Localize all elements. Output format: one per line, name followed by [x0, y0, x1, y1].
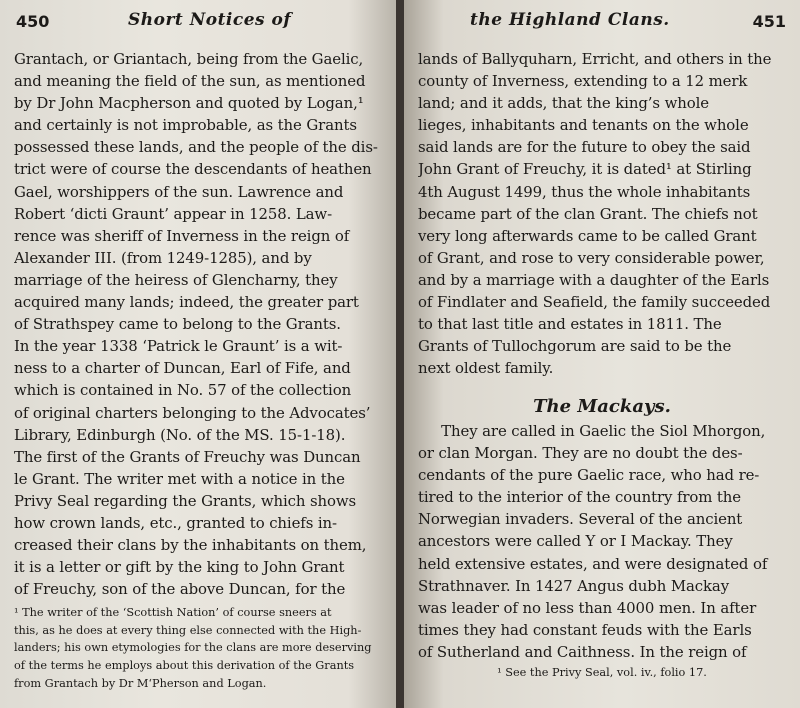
text-line: trict were of course the descendants of heathen [14, 160, 372, 179]
text-line: 4th August 1499, thus the whole inhabitants [418, 182, 751, 201]
text-line: cendants of the pure Gaelic race, who had re- [418, 466, 760, 485]
text-line: le Grant. The writer met with a notice in the [14, 469, 345, 488]
text-line: to that last title and estates in 1811. The [418, 315, 722, 334]
text-line: Grantach, or Griantach, being from the Gaelic, [14, 50, 364, 68]
text-line: times they had constant feuds with the Earls [418, 620, 752, 639]
right-running-head-title: the Highland Clans. [470, 10, 670, 30]
text-line: and meaning the field of the sun, as mentioned [14, 72, 366, 91]
text-line: next oldest family. [418, 359, 554, 378]
left-running-header [16, 10, 382, 36]
book-gutter [396, 0, 404, 708]
text-line: ancestors were called Y or I Mackay. They [418, 532, 733, 551]
text-line: ness to a charter of Duncan, Earl of Fife, and [14, 359, 351, 378]
text-line: lieges, inhabitants and tenants on the whole [418, 116, 749, 135]
text-line: of Sutherland and Caithness. In the reign of [418, 642, 747, 661]
left-page [0, 0, 396, 708]
text-line: and certainly is not improbable, as the Grants [14, 116, 357, 135]
footnote-line: of the terms he employs about this derivation of the Grants [14, 659, 355, 673]
section-heading: The Mackays. [533, 396, 671, 417]
right-page-number: 451 [752, 12, 786, 31]
left-body-text [14, 48, 382, 600]
text-line: tired to the interior of the country from the [418, 488, 741, 507]
text-line: very long afterwards came to be called Grant [418, 226, 757, 245]
text-line: Norwegian invaders. Several of the ancient [418, 510, 743, 529]
left-running-head-title: Short Notices of [128, 10, 292, 30]
text-line: John Grant of Freuchy, it is dated¹ at Stirling [418, 160, 752, 179]
left-page-number: 450 [16, 12, 50, 31]
text-line: by Dr John Macpherson and quoted by Logan,¹ [14, 94, 364, 113]
text-line: which is contained in No. 57 of the collection [14, 381, 352, 400]
footnote-line: ¹ See the Privy Seal, vol. iv., folio 17. [497, 666, 707, 679]
text-line: of Grant, and rose to very considerable power, [418, 248, 765, 267]
text-line: was leader of no less than 4000 men. In after [418, 598, 757, 617]
right-running-header [420, 10, 786, 36]
text-line: land; and it adds, that the king’s whole [418, 94, 709, 113]
text-line: Privy Seal regarding the Grants, which shows [14, 491, 357, 510]
text-line: possessed these lands, and the people of the dis- [14, 138, 378, 157]
text-line: Gael, worshippers of the sun. Lawrence and [14, 182, 344, 201]
footnote-line: this, as he does at every thing else connected with the High- [14, 623, 362, 637]
text-line: county of Inverness, extending to a 12 merk [418, 72, 748, 91]
footnote-line: landers; his own etymologies for the clans are more deserving [14, 641, 372, 655]
text-line: it is a letter or gift by the king to John Grant [14, 558, 345, 577]
text-line: became part of the clan Grant. The chiefs not [418, 204, 758, 223]
footnote-line: from Grantach by Dr M‘Pherson and Logan. [14, 676, 267, 690]
text-line: said lands are for the future to obey the said [418, 138, 751, 157]
footnote-line: ¹ The writer of the ‘Scottish Nation’ of course sneers at [14, 606, 332, 619]
text-line: Library, Edinburgh (No. of the MS. 15-1-18). [14, 425, 346, 444]
text-line: of Freuchy, son of the above Duncan, for the [14, 580, 346, 599]
text-line: Strathnaver. In 1427 Angus dubh Mackay [418, 576, 730, 595]
text-line: of Strathspey came to belong to the Grants. [14, 315, 341, 334]
text-line: The first of the Grants of Freuchy was Duncan [14, 447, 361, 466]
right-body-text-top [418, 48, 786, 379]
text-line: Alexander III. (from 1249-1285), and by [14, 248, 312, 267]
text-line: or clan Morgan. They are no doubt the des- [418, 444, 743, 463]
right-footnote [418, 664, 786, 682]
right-body-text-bottom [418, 420, 786, 663]
text-line: creased their clans by the inhabitants on them, [14, 536, 367, 555]
text-line: held extensive estates, and were designated of [418, 554, 768, 573]
text-line: rence was sheriff of Inverness in the reign of [14, 226, 350, 245]
right-page [404, 0, 800, 708]
text-line: marriage of the heiress of Glencharny, they [14, 270, 338, 289]
text-line: of original charters belonging to the Advocates’ [14, 403, 371, 422]
text-line: They are called in Gaelic the Siol Mhorgon, [418, 422, 766, 440]
text-line: In the year 1338 ‘Patrick le Graunt’ is a wit- [14, 337, 343, 356]
text-line: Grants of Tullochgorum are said to be the [418, 337, 732, 356]
text-line: lands of Ballyquharn, Erricht, and others in the [418, 50, 772, 68]
text-line: acquired many lands; indeed, the greater part [14, 293, 359, 312]
text-line: and by a marriage with a daughter of the Earls [418, 270, 770, 289]
text-line: how crown lands, etc., granted to chiefs in- [14, 513, 337, 532]
text-line: Robert ‘dicti Graunt’ appear in 1258. Law- [14, 204, 332, 223]
left-footnote [14, 604, 382, 692]
text-line: of Findlater and Seafield, the family succeeded [418, 293, 771, 312]
